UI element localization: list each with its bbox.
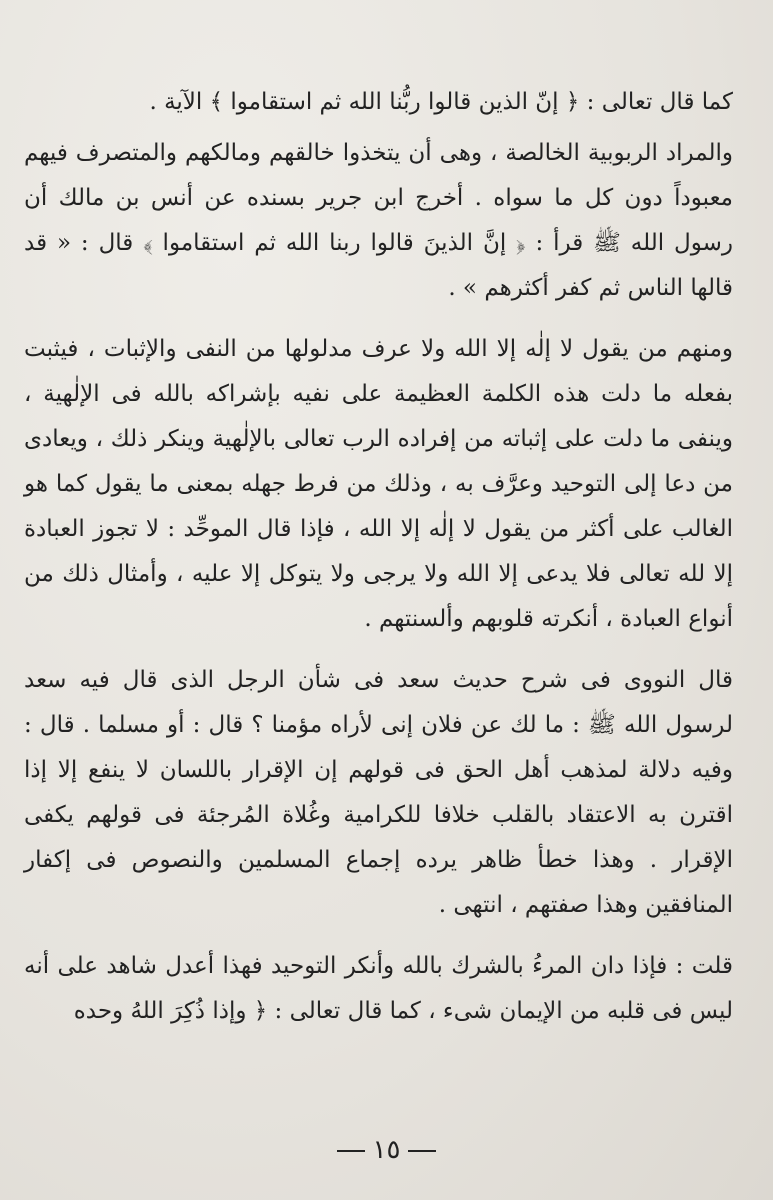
page-footer (0, 1135, 773, 1165)
paragraph-5: قلت : فإذا دان المرءُ بالشرك بالله وأنكر التوحيد فهذا أعدل شاهد على أنه ليس فى قلبه من الإيمان شىء ، كما قال تعالى : ﴿ وإذا ذُكِرَ اللهُ وحده (24, 953, 733, 1024)
paragraph-2: والمراد الربوبية الخالصة ، وهى أن يتخذوا خالقهم ومالكهم والمتصرف فيهم معبوداً دون كل ما سواه . أخرج ابن جرير بسنده عن أنس بن مالك أن رسول الله ﷺ قرأ : ﴿ إنَّ الذينَ قالوا ربنا الله ثم استقاموا ﴾ قال : « قد قالها الناس ثم كفر أكثرهم » . (24, 140, 733, 301)
body-text (24, 80, 733, 1034)
page-number: ١٥ (372, 1135, 401, 1165)
footer-dash-right (408, 1150, 436, 1152)
paragraph-4: قال النووى فى شرح حديث سعد فى شأن الرجل الذى قال فيه سعد لرسول الله ﷺ : ما لك عن فلان إنى لأراه مؤمنا ؟ قال : أو مسلما . قال : وفيه دلالة لمذهب أهل الحق فى قولهم إن الإقرار باللسان لا ينفع إلا إذا اقترن به الاعتقاد بالقلب خلافا للكرامية وغُلاة المُرجئة فى قولهم يكفى الإقرار . وهذا خطأ ظاهر يرده إجماع المسلمين والنصوص فى إكفار المنافقين وهذا صفتهم ، انتهى . (24, 667, 733, 918)
paragraph-1: كما قال تعالى : ﴿ إنّ الذين قالوا ربُّنا الله ثم استقاموا ﴾ الآية . (149, 89, 733, 115)
paragraph-3: ومنهم من يقول لا إلٰه إلا الله ولا عرف مدلولها من النفى والإثبات ، فيثبت بفعله ما دلت هذه الكلمة العظيمة على نفيه بإشراكه بالله فى الإلٰهية ، وينفى ما دلت على إثباته من إفراده الرب تعالى بالإلٰهية وينكر ذلك ، ويعادى من دعا إلى التوحيد وعرَّف به ، وذلك من فرط جهله بمعنى ما يقول كما هو الغالب على أكثر من يقول لا إلٰه إلا الله ، فإذا قال الموحِّد : لا تجوز العبادة إلا لله تعالى فلا يدعى إلا الله ولا يرجى ولا يتوكل إلا عليه ، وأمثال ذلك من أنواع العبادة ، أنكرته قلوبهم وألسنتهم . (24, 336, 733, 632)
footer-dash-left (337, 1150, 365, 1152)
